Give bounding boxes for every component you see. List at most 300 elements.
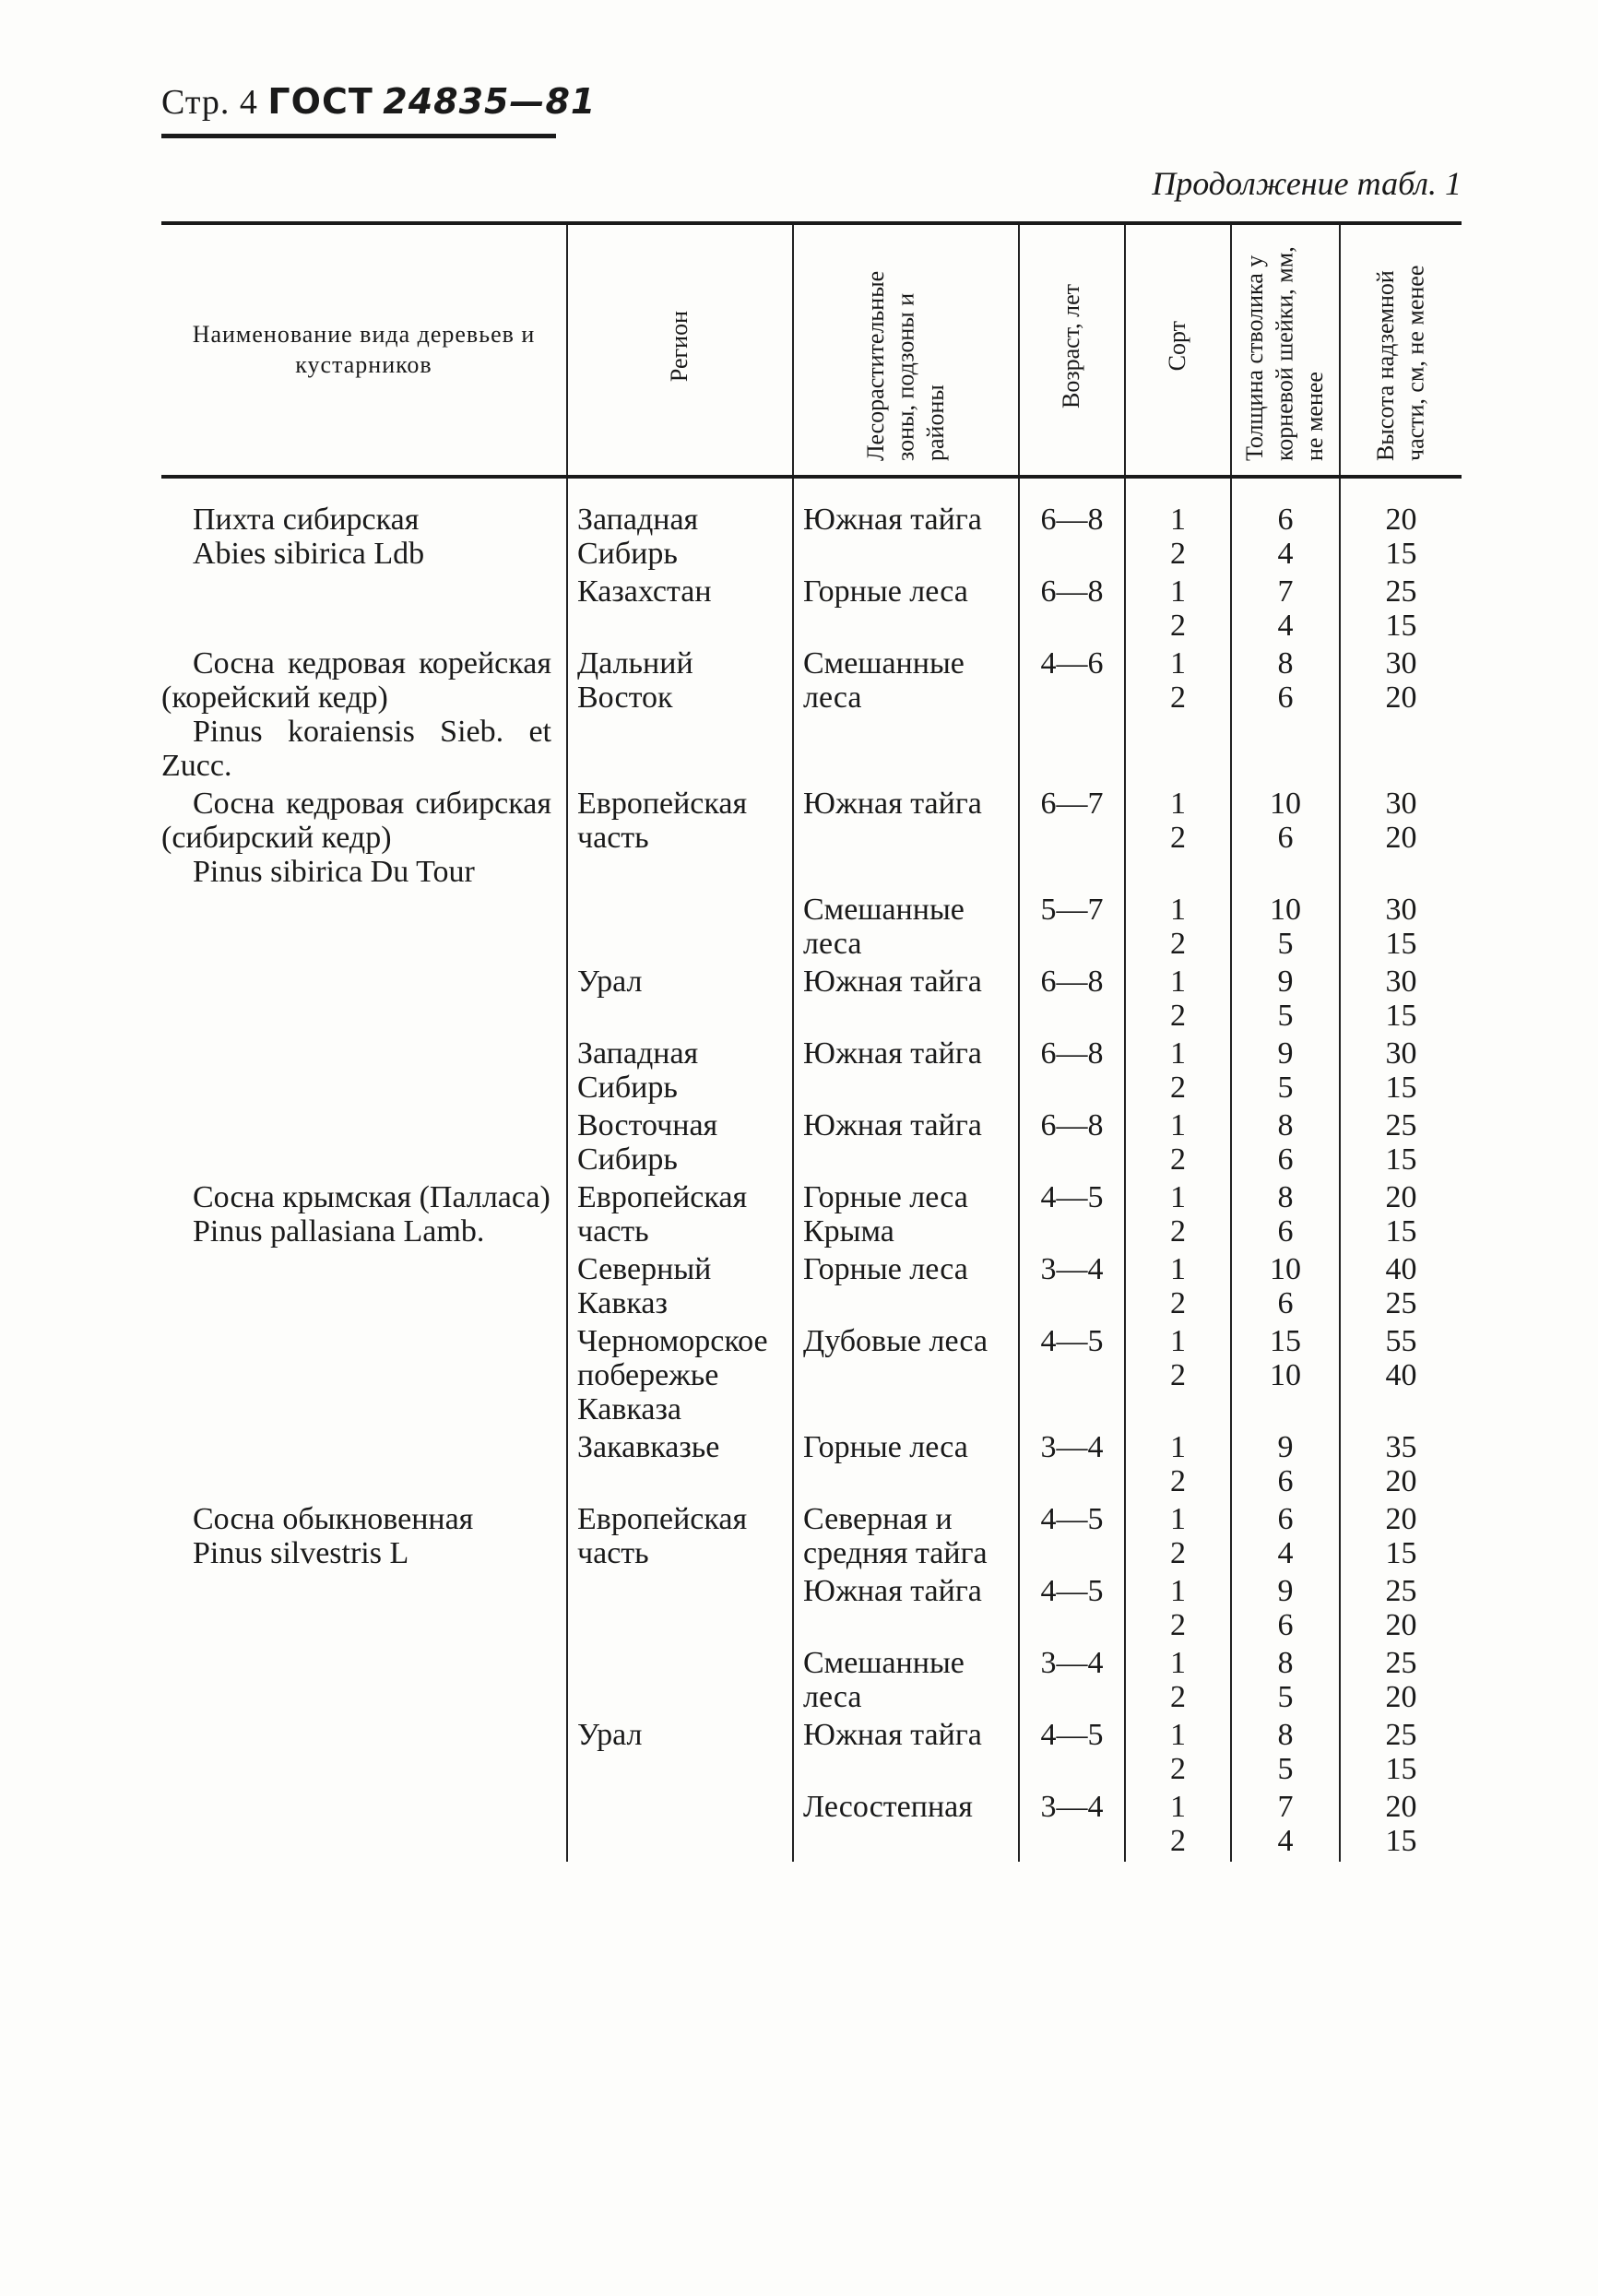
thickness-value: 6: [1277, 681, 1294, 715]
grade-cell: [1125, 1324, 1231, 1430]
table-row: [161, 1180, 1462, 1252]
thickness-value: 8: [1277, 1180, 1294, 1214]
height-cell: [1340, 1790, 1462, 1862]
region-cell: [567, 1036, 793, 1108]
age-cell: [1019, 1718, 1125, 1790]
species-cell: [161, 1718, 567, 1790]
species-cell: [161, 574, 567, 646]
standard-number: 24835—81: [383, 81, 597, 122]
height-value: 15: [1385, 927, 1417, 961]
grade-value: 2: [1170, 1214, 1186, 1249]
grade-value: 2: [1170, 1824, 1186, 1858]
age-text: 3—4: [1040, 1790, 1104, 1824]
height-value: 15: [1385, 1752, 1417, 1786]
thickness-cell: [1231, 1252, 1340, 1324]
grade-value: 2: [1170, 1142, 1186, 1177]
thickness-value: 6: [1277, 1214, 1294, 1249]
grade-value: 1: [1170, 1574, 1186, 1608]
thickness-value: 6: [1277, 1502, 1294, 1536]
col-zone: Лесорастительные зоны, подзоны и районы: [793, 223, 1019, 477]
region-text: Урал: [577, 1718, 643, 1752]
grade-cell: [1125, 1430, 1231, 1502]
grade-value: 1: [1170, 1502, 1186, 1536]
grade-value: 1: [1170, 646, 1186, 681]
grade-cell: [1125, 1790, 1231, 1862]
height-cell: [1340, 574, 1462, 646]
region-text: Урал: [577, 965, 643, 999]
age-text: 4—6: [1040, 646, 1104, 681]
col-height: Высота надземной части, см, не менее: [1340, 223, 1462, 477]
table-row: [161, 477, 1462, 574]
zone-cell: [793, 574, 1019, 646]
region-text: Европейская часть: [577, 787, 748, 855]
grade-value: 1: [1170, 787, 1186, 821]
age-text: 3—4: [1040, 1252, 1104, 1286]
zone-cell: [793, 1790, 1019, 1862]
table-row: [161, 1790, 1462, 1862]
height-cell: [1340, 1430, 1462, 1502]
age-cell: [1019, 1502, 1125, 1574]
species-cell: [161, 1790, 567, 1862]
region-text: Северный Кавказ: [577, 1252, 712, 1320]
thickness-cell: [1231, 646, 1340, 787]
age-cell: [1019, 574, 1125, 646]
table-row: [161, 1574, 1462, 1646]
thickness-value: 6: [1277, 1464, 1294, 1498]
thickness-cell: [1231, 1646, 1340, 1718]
height-value: 30: [1385, 1036, 1417, 1071]
zone-cell: [793, 1180, 1019, 1252]
species-name-latin: Abies sibirica Ldb: [193, 537, 425, 571]
table-row: [161, 1646, 1462, 1718]
age-text: 6—8: [1040, 965, 1104, 999]
zone-cell: [793, 787, 1019, 893]
thickness-cell: [1231, 1502, 1340, 1574]
zone-text: Смешанные леса: [803, 1646, 965, 1714]
zone-text: Горные леса Крыма: [803, 1180, 968, 1249]
page-header: [161, 81, 596, 123]
header-rule: [161, 134, 556, 138]
grade-cell: [1125, 477, 1231, 574]
table-continuation-caption: Продолжение табл. 1: [1152, 165, 1462, 202]
grade-cell: [1125, 893, 1231, 965]
height-value: 20: [1385, 1790, 1417, 1824]
thickness-value: 8: [1277, 1718, 1294, 1752]
species-cell: [161, 477, 567, 574]
col-thickness: Толщина стволика у корневой шейки, мм, не менее: [1231, 223, 1340, 477]
table-row: [161, 787, 1462, 893]
height-value: 20: [1385, 1680, 1417, 1714]
region-text: Западная Сибирь: [577, 503, 699, 571]
height-cell: [1340, 1718, 1462, 1790]
grade-value: 1: [1170, 574, 1186, 609]
zone-text: Лесостепная: [803, 1790, 973, 1824]
age-text: 3—4: [1040, 1646, 1104, 1680]
thickness-cell: [1231, 1324, 1340, 1430]
age-text: 4—5: [1040, 1324, 1104, 1358]
height-value: 15: [1385, 537, 1417, 571]
species-cell: [161, 1180, 567, 1252]
grade-value: 1: [1170, 503, 1186, 537]
age-text: 6—7: [1040, 787, 1104, 821]
age-cell: [1019, 965, 1125, 1036]
region-text: Казахстан: [577, 574, 712, 609]
zone-text: Южная тайга: [803, 1036, 982, 1071]
grade-value: 2: [1170, 609, 1186, 643]
species-cell: [161, 1252, 567, 1324]
age-text: 6—8: [1040, 574, 1104, 609]
thickness-value: 6: [1277, 1286, 1294, 1320]
age-text: 4—5: [1040, 1574, 1104, 1608]
species-table: [161, 221, 1462, 1862]
grade-value: 2: [1170, 537, 1186, 571]
species-name-ru: Сосна обыкновенная: [193, 1502, 474, 1536]
species-name-latin: Pinus koraiensis Sieb. et Zucc.: [161, 715, 551, 783]
height-value: 15: [1385, 1142, 1417, 1177]
zone-cell: [793, 1324, 1019, 1430]
region-cell: [567, 893, 793, 965]
grade-value: 1: [1170, 1252, 1186, 1286]
thickness-value: 8: [1277, 646, 1294, 681]
grade-cell: [1125, 1574, 1231, 1646]
species-cell: [161, 1108, 567, 1180]
zone-cell: [793, 477, 1019, 574]
thickness-value: 7: [1277, 574, 1294, 609]
species-name-ru: Сосна крымская (Палласа): [193, 1180, 550, 1214]
grade-value: 1: [1170, 1646, 1186, 1680]
thickness-value: 9: [1277, 965, 1294, 999]
species-name-ru: Сосна кедровая корейская (корейский кедр): [161, 646, 551, 715]
grade-value: 2: [1170, 999, 1186, 1033]
table-row: [161, 646, 1462, 787]
age-cell: [1019, 477, 1125, 574]
thickness-value: 4: [1277, 609, 1294, 643]
region-cell: [567, 1180, 793, 1252]
height-value: 20: [1385, 1608, 1417, 1642]
age-cell: [1019, 893, 1125, 965]
height-cell: [1340, 965, 1462, 1036]
age-text: 4—5: [1040, 1502, 1104, 1536]
grade-cell: [1125, 574, 1231, 646]
table-row: [161, 1718, 1462, 1790]
thickness-value: 15: [1270, 1324, 1301, 1358]
species-cell: [161, 787, 567, 893]
grade-value: 2: [1170, 1680, 1186, 1714]
height-cell: [1340, 1502, 1462, 1574]
grade-value: 2: [1170, 681, 1186, 715]
grade-value: 1: [1170, 1790, 1186, 1824]
thickness-value: 5: [1277, 1071, 1294, 1105]
thickness-value: 6: [1277, 821, 1294, 855]
thickness-cell: [1231, 1108, 1340, 1180]
age-text: 6—8: [1040, 1036, 1104, 1071]
grade-value: 2: [1170, 1071, 1186, 1105]
table-body: [161, 477, 1462, 1862]
age-cell: [1019, 787, 1125, 893]
region-cell: [567, 1646, 793, 1718]
thickness-value: 10: [1270, 1252, 1301, 1286]
grade-cell: [1125, 1252, 1231, 1324]
table-row: [161, 1502, 1462, 1574]
height-value: 20: [1385, 681, 1417, 715]
region-cell: [567, 1252, 793, 1324]
zone-cell: [793, 1252, 1019, 1324]
table-row: [161, 893, 1462, 965]
age-text: 6—8: [1040, 1108, 1104, 1142]
species-cell: [161, 965, 567, 1036]
table-header-row: [161, 223, 1462, 477]
thickness-value: 4: [1277, 1824, 1294, 1858]
thickness-value: 7: [1277, 1790, 1294, 1824]
grade-cell: [1125, 787, 1231, 893]
age-cell: [1019, 1252, 1125, 1324]
grade-value: 2: [1170, 1464, 1186, 1498]
table-row: [161, 965, 1462, 1036]
zone-text: Смешанные леса: [803, 646, 965, 715]
zone-text: Южная тайга: [803, 1108, 982, 1142]
zone-cell: [793, 893, 1019, 965]
thickness-cell: [1231, 477, 1340, 574]
grade-cell: [1125, 965, 1231, 1036]
zone-cell: [793, 965, 1019, 1036]
zone-text: Горные леса: [803, 1430, 968, 1464]
height-cell: [1340, 1036, 1462, 1108]
height-value: 40: [1385, 1358, 1417, 1392]
thickness-cell: [1231, 787, 1340, 893]
thickness-cell: [1231, 574, 1340, 646]
height-value: 15: [1385, 999, 1417, 1033]
thickness-cell: [1231, 1718, 1340, 1790]
thickness-value: 10: [1270, 893, 1301, 927]
grade-value: 1: [1170, 893, 1186, 927]
height-value: 15: [1385, 1536, 1417, 1570]
region-cell: [567, 477, 793, 574]
height-value: 25: [1385, 1286, 1417, 1320]
col-region: Регион: [567, 223, 793, 477]
table-row: [161, 574, 1462, 646]
zone-cell: [793, 1108, 1019, 1180]
region-cell: [567, 574, 793, 646]
grade-cell: [1125, 1180, 1231, 1252]
region-text: Западная Сибирь: [577, 1036, 699, 1105]
height-value: 20: [1385, 821, 1417, 855]
region-cell: [567, 787, 793, 893]
age-cell: [1019, 1036, 1125, 1108]
table-row: [161, 1430, 1462, 1502]
zone-text: Смешанные леса: [803, 893, 965, 961]
age-cell: [1019, 1646, 1125, 1718]
zone-cell: [793, 1036, 1019, 1108]
height-value: 25: [1385, 1108, 1417, 1142]
region-text: Европейская часть: [577, 1180, 748, 1249]
zone-text: Дубовые леса: [803, 1324, 988, 1358]
region-cell: [567, 1718, 793, 1790]
height-value: 25: [1385, 1718, 1417, 1752]
region-cell: [567, 646, 793, 787]
thickness-cell: [1231, 893, 1340, 965]
species-name-latin: Pinus pallasiana Lamb.: [193, 1214, 485, 1249]
height-value: 30: [1385, 965, 1417, 999]
region-cell: [567, 1574, 793, 1646]
height-cell: [1340, 1180, 1462, 1252]
region-text: Черноморское побережье Кавказа: [577, 1324, 768, 1426]
grade-cell: [1125, 1036, 1231, 1108]
thickness-cell: [1231, 1180, 1340, 1252]
grade-value: 1: [1170, 1108, 1186, 1142]
thickness-value: 9: [1277, 1574, 1294, 1608]
height-value: 25: [1385, 1574, 1417, 1608]
zone-text: Горные леса: [803, 1252, 968, 1286]
grade-cell: [1125, 1646, 1231, 1718]
height-value: 15: [1385, 609, 1417, 643]
species-cell: [161, 646, 567, 787]
thickness-value: 6: [1277, 1142, 1294, 1177]
grade-value: 1: [1170, 1718, 1186, 1752]
grade-cell: [1125, 1502, 1231, 1574]
thickness-value: 9: [1277, 1036, 1294, 1071]
thickness-value: 4: [1277, 1536, 1294, 1570]
thickness-value: 4: [1277, 537, 1294, 571]
thickness-value: 5: [1277, 999, 1294, 1033]
age-cell: [1019, 1574, 1125, 1646]
table-row: [161, 1108, 1462, 1180]
species-cell: [161, 1324, 567, 1430]
zone-cell: [793, 1646, 1019, 1718]
height-value: 25: [1385, 574, 1417, 609]
height-value: 35: [1385, 1430, 1417, 1464]
thickness-value: 5: [1277, 1680, 1294, 1714]
zone-text: Южная тайга: [803, 1574, 982, 1608]
height-value: 15: [1385, 1214, 1417, 1249]
height-value: 20: [1385, 1502, 1417, 1536]
age-text: 5—7: [1040, 893, 1104, 927]
grade-value: 2: [1170, 1752, 1186, 1786]
height-value: 55: [1385, 1324, 1417, 1358]
thickness-value: 8: [1277, 1108, 1294, 1142]
age-cell: [1019, 1324, 1125, 1430]
region-text: Закавказье: [577, 1430, 720, 1464]
table-row: [161, 1324, 1462, 1430]
grade-value: 1: [1170, 1036, 1186, 1071]
region-cell: [567, 1790, 793, 1862]
thickness-cell: [1231, 1036, 1340, 1108]
height-value: 30: [1385, 893, 1417, 927]
table-row: [161, 1252, 1462, 1324]
zone-text: Южная тайга: [803, 787, 982, 821]
species-cell: [161, 1036, 567, 1108]
thickness-value: 10: [1270, 1358, 1301, 1392]
height-cell: [1340, 646, 1462, 787]
col-species: Наименование вида деревьев и кустарников: [161, 223, 567, 477]
zone-cell: [793, 646, 1019, 787]
grade-value: 1: [1170, 1324, 1186, 1358]
thickness-value: 8: [1277, 1646, 1294, 1680]
age-text: 4—5: [1040, 1718, 1104, 1752]
species-cell: [161, 893, 567, 965]
grade-cell: [1125, 1718, 1231, 1790]
zone-cell: [793, 1574, 1019, 1646]
region-cell: [567, 965, 793, 1036]
height-cell: [1340, 893, 1462, 965]
grade-cell: [1125, 646, 1231, 787]
species-name-ru: Сосна кедровая сибирская (сибирский кедр): [161, 787, 551, 855]
thickness-cell: [1231, 1574, 1340, 1646]
thickness-value: 9: [1277, 1430, 1294, 1464]
region-text: Дальний Восток: [577, 646, 693, 715]
zone-text: Северная и средняя тайга: [803, 1502, 988, 1570]
zone-text: Горные леса: [803, 574, 968, 609]
grade-value: 1: [1170, 965, 1186, 999]
species-name-ru: Пихта сибирская: [193, 503, 420, 537]
page-label: Стр. 4: [161, 83, 258, 122]
region-text: Восточная Сибирь: [577, 1108, 718, 1177]
height-cell: [1340, 477, 1462, 574]
age-text: 6—8: [1040, 503, 1104, 537]
thickness-value: 5: [1277, 1752, 1294, 1786]
region-cell: [567, 1502, 793, 1574]
height-value: 30: [1385, 646, 1417, 681]
height-value: 25: [1385, 1646, 1417, 1680]
species-name-latin: Pinus sibirica Du Tour: [193, 855, 475, 889]
grade-value: 2: [1170, 821, 1186, 855]
species-name-latin: Pinus silvestris L: [193, 1536, 409, 1570]
height-value: 20: [1385, 1180, 1417, 1214]
age-text: 3—4: [1040, 1430, 1104, 1464]
thickness-value: 10: [1270, 787, 1301, 821]
height-cell: [1340, 1574, 1462, 1646]
height-value: 30: [1385, 787, 1417, 821]
grade-value: 2: [1170, 1286, 1186, 1320]
height-value: 15: [1385, 1071, 1417, 1105]
region-cell: [567, 1108, 793, 1180]
height-cell: [1340, 1252, 1462, 1324]
col-age: Возраст, лет: [1019, 223, 1125, 477]
species-cell: [161, 1430, 567, 1502]
age-cell: [1019, 1180, 1125, 1252]
grade-value: 2: [1170, 1358, 1186, 1392]
age-text: 4—5: [1040, 1180, 1104, 1214]
height-value: 15: [1385, 1824, 1417, 1858]
zone-text: Южная тайга: [803, 503, 982, 537]
region-text: Европейская часть: [577, 1502, 748, 1570]
height-cell: [1340, 1108, 1462, 1180]
region-cell: [567, 1430, 793, 1502]
species-cell: [161, 1574, 567, 1646]
thickness-cell: [1231, 1430, 1340, 1502]
grade-value: 1: [1170, 1180, 1186, 1214]
age-cell: [1019, 1430, 1125, 1502]
height-cell: [1340, 1324, 1462, 1430]
thickness-value: 6: [1277, 1608, 1294, 1642]
standard-label: ГОСТ: [267, 81, 373, 122]
height-value: 20: [1385, 1464, 1417, 1498]
zone-cell: [793, 1502, 1019, 1574]
height-value: 20: [1385, 503, 1417, 537]
grade-value: 2: [1170, 927, 1186, 961]
table-row: [161, 1036, 1462, 1108]
zone-cell: [793, 1718, 1019, 1790]
region-cell: [567, 1324, 793, 1430]
height-cell: [1340, 1646, 1462, 1718]
grade-value: 1: [1170, 1430, 1186, 1464]
species-cell: [161, 1502, 567, 1574]
thickness-value: 6: [1277, 503, 1294, 537]
zone-text: Южная тайга: [803, 1718, 982, 1752]
grade-value: 2: [1170, 1536, 1186, 1570]
zone-text: Южная тайга: [803, 965, 982, 999]
grade-cell: [1125, 1108, 1231, 1180]
species-cell: [161, 1646, 567, 1718]
